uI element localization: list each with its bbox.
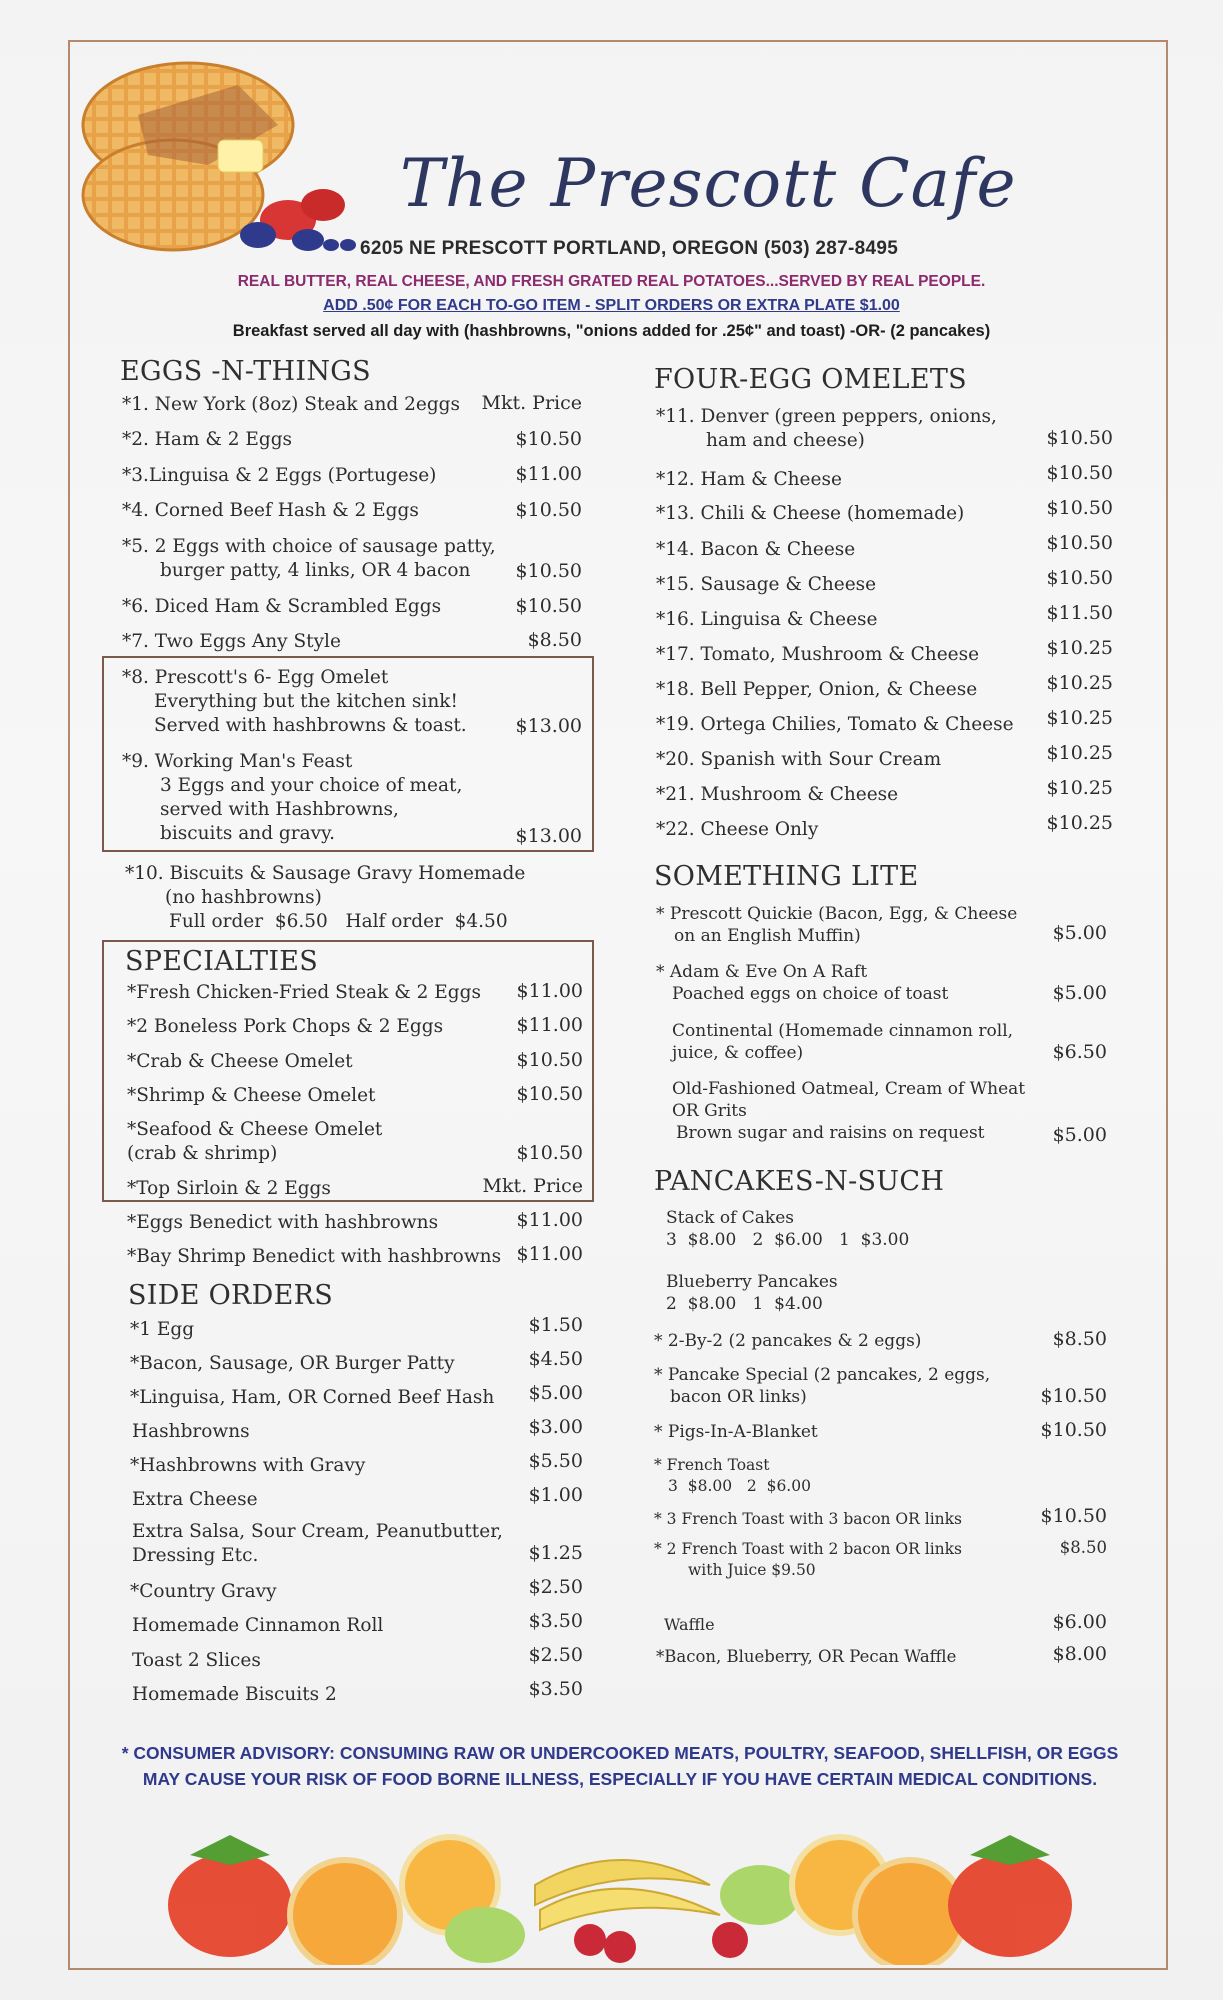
menu-item: *22. Cheese Only (656, 819, 819, 840)
menu-item: *Country Gravy (130, 1581, 277, 1602)
menu-item: *20. Spanish with Sour Cream (656, 749, 942, 770)
menu-price: $11.00 (516, 1014, 583, 1036)
menu-item: *Bacon, Sausage, OR Burger Patty (130, 1353, 455, 1374)
menu-price: $13.00 (515, 825, 582, 847)
menu-item: *9. Working Man's Feast 3 Eggs and your choice of meat, served with Hashbrowns, biscuits and gravy. (122, 751, 463, 844)
menu-price: $6.00 (1052, 1611, 1107, 1633)
menu-price: $6.50 (1052, 1041, 1107, 1063)
menu-item: *11. Denver (green peppers, onions, ham and cheese) (656, 406, 997, 451)
menu-item: Blueberry Pancakes 2 $8.00 1 $4.00 (666, 1272, 838, 1314)
menu-price: $8.50 (527, 629, 582, 651)
section-title-sides: SIDE ORDERS (128, 1280, 334, 1311)
to-go-notice: ADD .50¢ FOR EACH TO-GO ITEM - SPLIT ORDERS OR EXTRA PLATE $1.00 (323, 297, 900, 314)
menu-item: * Pancake Special (2 pancakes, 2 eggs, bacon OR links) (654, 1365, 991, 1407)
menu-price: $1.25 (528, 1542, 583, 1564)
menu-item: *2. Ham & 2 Eggs (122, 429, 293, 450)
menu-price: $10.50 (515, 499, 582, 521)
menu-price: $10.25 (1046, 777, 1113, 799)
menu-price: $10.25 (1046, 637, 1113, 659)
blueberry-dots-icon (322, 236, 358, 254)
breakfast-note: Breakfast served all day with (hashbrowns, "onions added for .25¢" and toast) -OR- (2 pancakes) (232, 322, 991, 340)
menu-item: * 2-By-2 (2 pancakes & 2 eggs) (654, 1331, 922, 1351)
menu-item: *Fresh Chicken-Fried Steak & 2 Eggs (127, 982, 481, 1003)
menu-item: * 2 French Toast with 2 bacon OR links with Juice $9.50 (654, 1540, 962, 1579)
menu-item: *8. Prescott's 6- Egg Omelet Everything but the kitchen sink! Served with hashbrowns & toast. (122, 667, 467, 736)
menu-item: *13. Chili & Cheese (homemade) (656, 503, 965, 524)
menu-item: *Seafood & Cheese Omelet (crab & shrimp) (127, 1119, 383, 1164)
menu-price: $10.25 (1046, 742, 1113, 764)
menu-item: * 3 French Toast with 3 bacon OR links (654, 1510, 962, 1528)
menu-item: *16. Linguisa & Cheese (656, 609, 878, 630)
menu-item: *21. Mushroom & Cheese (656, 784, 899, 805)
menu-price: $13.00 (515, 715, 582, 737)
menu-item: Homemade Biscuits 2 (132, 1684, 337, 1705)
menu-price: Mkt. Price (482, 1175, 583, 1197)
menu-item: *Bacon, Blueberry, OR Pecan Waffle (656, 1647, 957, 1666)
menu-item: *7. Two Eggs Any Style (122, 631, 341, 652)
menu-price: $2.50 (528, 1644, 583, 1666)
menu-price: $10.50 (516, 1049, 583, 1071)
cafe-address: 6205 NE PRESCOTT PORTLAND, OREGON (503) 287-8495 (360, 238, 899, 259)
menu-item: *Bay Shrimp Benedict with hashbrowns (127, 1246, 502, 1267)
menu-price: $10.50 (515, 595, 582, 617)
menu-item: *6. Diced Ham & Scrambled Eggs (122, 596, 442, 617)
section-title-omelets: FOUR-EGG OMELETS (654, 364, 967, 395)
waffle-illustration (78, 55, 398, 255)
menu-price: $10.50 (516, 1083, 583, 1105)
menu-price: $2.50 (528, 1576, 583, 1598)
menu-price: $11.00 (515, 463, 582, 485)
menu-price: $10.50 (515, 428, 582, 450)
consumer-advisory: * CONSUMER ADVISORY: CONSUMING RAW OR UNDERCOOKED MEATS, POULTRY, SEAFOOD, SHELLFISH, OR EGGS MAY CAUSE YOUR RISK OF FOOD BORNE ILLNESS, ESPECIALLY IF YOU HAVE CERTAIN MEDICAL CONDITIONS. (121, 1743, 1119, 1789)
menu-item: *Crab & Cheese Omelet (127, 1051, 353, 1072)
menu-price: $4.50 (528, 1348, 583, 1370)
menu-item: *18. Bell Pepper, Onion, & Cheese (656, 679, 978, 700)
menu-item: Homemade Cinnamon Roll (132, 1615, 384, 1636)
menu-item: *2 Boneless Pork Chops & 2 Eggs (127, 1016, 444, 1037)
menu-item: Stack of Cakes 3 $8.00 2 $6.00 1 $3.00 (666, 1208, 910, 1250)
menu-item: * Pigs-In-A-Blanket (654, 1422, 818, 1442)
menu-price: $10.50 (1046, 497, 1113, 519)
menu-price: $10.25 (1046, 672, 1113, 694)
menu-price: $10.50 (516, 1142, 583, 1164)
menu-price: $5.00 (1052, 922, 1107, 944)
menu-item: *19. Ortega Chilies, Tomato & Cheese (656, 714, 1014, 735)
menu-price: $5.50 (528, 1450, 583, 1472)
tagline: REAL BUTTER, REAL CHEESE, AND FRESH GRATED REAL POTATOES...SERVED BY REAL PEOPLE. (237, 273, 986, 290)
menu-price: $10.50 (1040, 1385, 1107, 1407)
menu-item: Extra Salsa, Sour Cream, Peanutbutter, Dressing Etc. (132, 1521, 503, 1566)
menu-price: $11.00 (516, 1243, 583, 1265)
menu-price: $10.50 (1040, 1419, 1107, 1441)
menu-price: $8.50 (1052, 1328, 1107, 1350)
menu-price: Mkt. Price (481, 392, 582, 414)
menu-price: $1.50 (528, 1314, 583, 1336)
menu-item: *5. 2 Eggs with choice of sausage patty, burger patty, 4 links, OR 4 bacon (122, 536, 496, 581)
menu-item: *Shrimp & Cheese Omelet (127, 1085, 376, 1106)
menu-item: * Prescott Quickie (Bacon, Egg, & Cheese on an English Muffin) (656, 904, 1018, 946)
menu-price: $1.00 (528, 1484, 583, 1506)
menu-item: *Hashbrowns with Gravy (130, 1455, 366, 1476)
menu-item: *1 Egg (130, 1319, 195, 1340)
menu-price: $10.50 (1046, 462, 1113, 484)
menu-item: *10. Biscuits & Sausage Gravy Homemade (no hashbrowns) Full order $6.50 Half order $4.50 (125, 863, 526, 932)
menu-price: $10.25 (1046, 707, 1113, 729)
menu-price: $11.00 (516, 1209, 583, 1231)
fruit-illustration (120, 1815, 1120, 1965)
menu-price: $3.50 (528, 1678, 583, 1700)
menu-item: *Eggs Benedict with hashbrowns (127, 1212, 439, 1233)
menu-price: $11.00 (516, 980, 583, 1002)
menu-item: *3.Linguisa & 2 Eggs (Portugese) (122, 465, 437, 486)
menu-price: $10.50 (1046, 532, 1113, 554)
menu-item: * French Toast 3 $8.00 2 $6.00 (654, 1456, 811, 1495)
menu-price: $5.00 (1052, 982, 1107, 1004)
menu-price: $8.00 (1052, 1643, 1107, 1665)
menu-item: *15. Sausage & Cheese (656, 574, 877, 595)
section-title-specialties: SPECIALTIES (125, 946, 319, 977)
menu-item: * Adam & Eve On A Raft Poached eggs on choice of toast (656, 962, 949, 1004)
menu-item: *4. Corned Beef Hash & 2 Eggs (122, 500, 419, 521)
menu-price: $10.50 (515, 560, 582, 582)
menu-price: $10.25 (1046, 812, 1113, 834)
menu-item: Old-Fashioned Oatmeal, Cream of Wheat OR Grits Brown sugar and raisins on request (672, 1079, 1026, 1143)
menu-item: *1. New York (8oz) Steak and 2eggs (122, 394, 461, 415)
menu-price: $10.50 (1040, 1505, 1107, 1527)
section-title-pancakes: PANCAKES-N-SUCH (654, 1166, 945, 1197)
section-title-lite: SOMETHING LITE (654, 861, 919, 892)
menu-price: $11.50 (1046, 602, 1113, 624)
menu-item: *Top Sirloin & 2 Eggs (127, 1178, 331, 1199)
menu-item: Waffle (664, 1615, 715, 1634)
menu-item: Extra Cheese (132, 1489, 258, 1510)
menu-price: $10.50 (1046, 567, 1113, 589)
menu-price: $5.00 (528, 1382, 583, 1404)
menu-item: *12. Ham & Cheese (656, 469, 842, 490)
menu-item: *14. Bacon & Cheese (656, 539, 856, 560)
menu-item: *Linguisa, Ham, OR Corned Beef Hash (130, 1387, 495, 1408)
cafe-title: The Prescott Cafe (400, 145, 1017, 222)
menu-price: $10.50 (1046, 427, 1113, 449)
menu-price: $8.50 (1059, 1538, 1107, 1557)
section-title-eggs: EGGS -N-THINGS (120, 356, 371, 387)
menu-item: Continental (Homemade cinnamon roll, juice, & coffee) (672, 1021, 1014, 1063)
menu-price: $3.00 (528, 1416, 583, 1438)
menu-price: $5.00 (1052, 1124, 1107, 1146)
menu-item: *17. Tomato, Mushroom & Cheese (656, 644, 980, 665)
menu-price: $3.50 (528, 1610, 583, 1632)
menu-item: Hashbrowns (132, 1421, 250, 1442)
menu-item: Toast 2 Slices (132, 1650, 261, 1671)
